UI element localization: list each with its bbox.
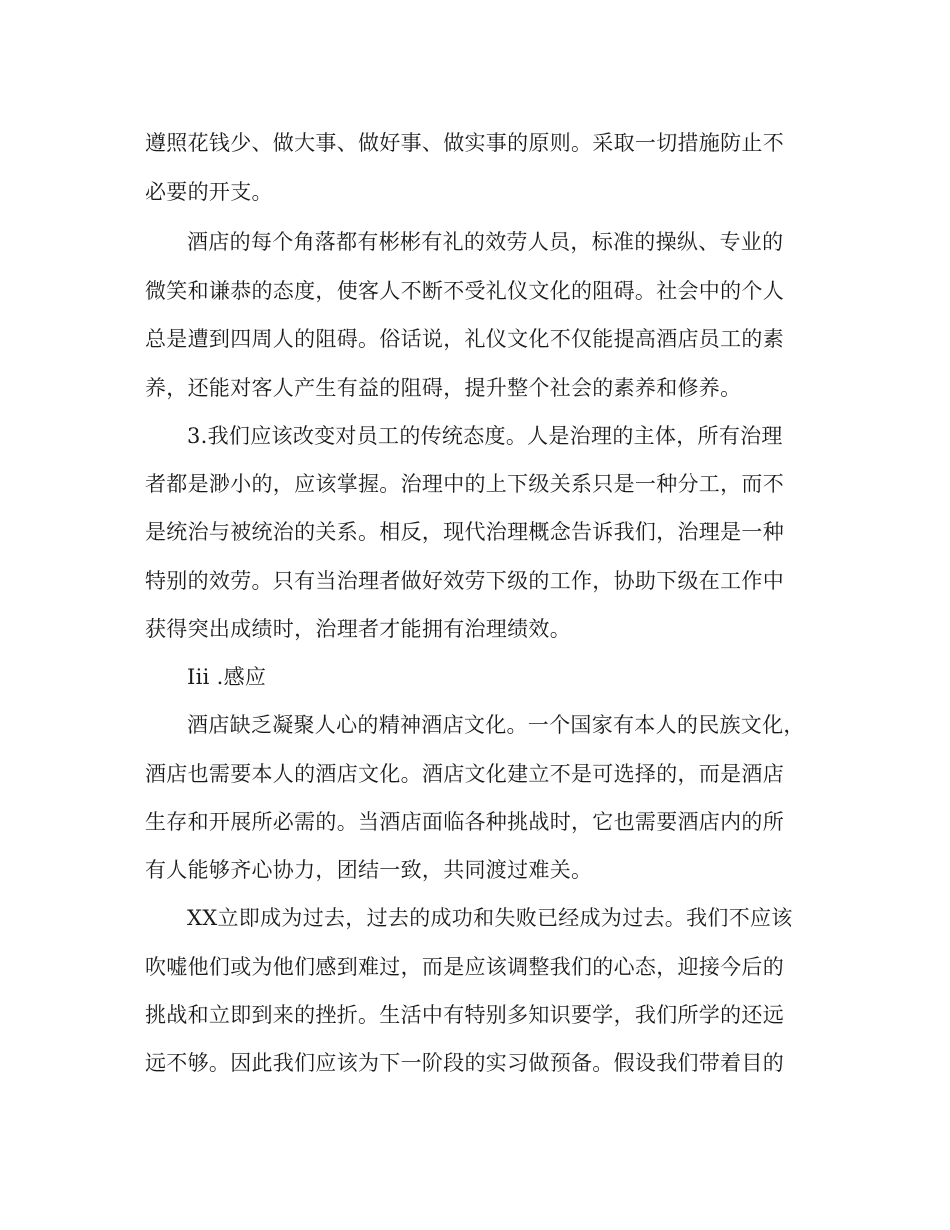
text-line: 遵照花钱少、做大事、做好事、做实事的原则。采取一切措施防止不 (145, 131, 784, 155)
text-line: 微笑和谦恭的态度，使客人不断不受礼仪文化的阻碍。社会中的个人 (145, 279, 784, 303)
paragraph-start-line: 酒店的每个角落都有彬彬有礼的效劳人员，标准的操纵、专业的 (187, 230, 784, 254)
text-line: 特别的效劳。只有当治理者做好效劳下级的工作，协助下级在工作中 (145, 569, 784, 593)
text-line: 吹嘘他们或为他们感到难过，而是应该调整我们的心态，迎接今后的 (145, 955, 784, 979)
section-heading: Iii .感应 (187, 665, 267, 689)
text-line: 必要的开支。 (145, 180, 273, 204)
text-line: 挑战和立即到来的挫折。生活中有特别多知识要学，我们所学的还远 (145, 1003, 784, 1027)
text-line: 养，还能对客人产生有益的阻碍，提升整个社会的素养和修养。 (145, 376, 742, 400)
paragraph-start-line: XX立即成为过去，过去的成功和失败已经成为过去。我们不应该 (187, 906, 793, 930)
text-line: 生存和开展所必需的。当酒店面临各种挑战时，它也需要酒店内的所 (145, 810, 784, 834)
text-line: 总是遭到四周人的阻碍。俗话说，礼仪文化不仅能提高酒店员工的素 (145, 327, 784, 351)
paragraph-start-line: 酒店缺乏凝聚人心的精神酒店文化。一个国家有本人的民族文化， (187, 713, 805, 737)
text-line: 远不够。因此我们应该为下一阶段的实习做预备。假设我们带着目的 (145, 1051, 784, 1075)
text-line: 有人能够齐心协力，团结一致，共同渡过难关。 (145, 858, 593, 882)
text-line: 酒店也需要本人的酒店文化。酒店文化建立不是可选择的，而是酒店 (145, 762, 784, 786)
paragraph-start-line: 3.我们应该改变对员工的传统态度。人是治理的主体，所有治理 (187, 424, 783, 448)
text-line: 是统治与被统治的关系。相反，现代治理概念告诉我们，治理是一种 (145, 520, 784, 544)
text-line: 者都是渺小的，应该掌握。治理中的上下级关系只是一种分工，而不 (145, 472, 784, 496)
text-line: 获得突出成绩时，治理者才能拥有治理绩效。 (145, 617, 571, 641)
